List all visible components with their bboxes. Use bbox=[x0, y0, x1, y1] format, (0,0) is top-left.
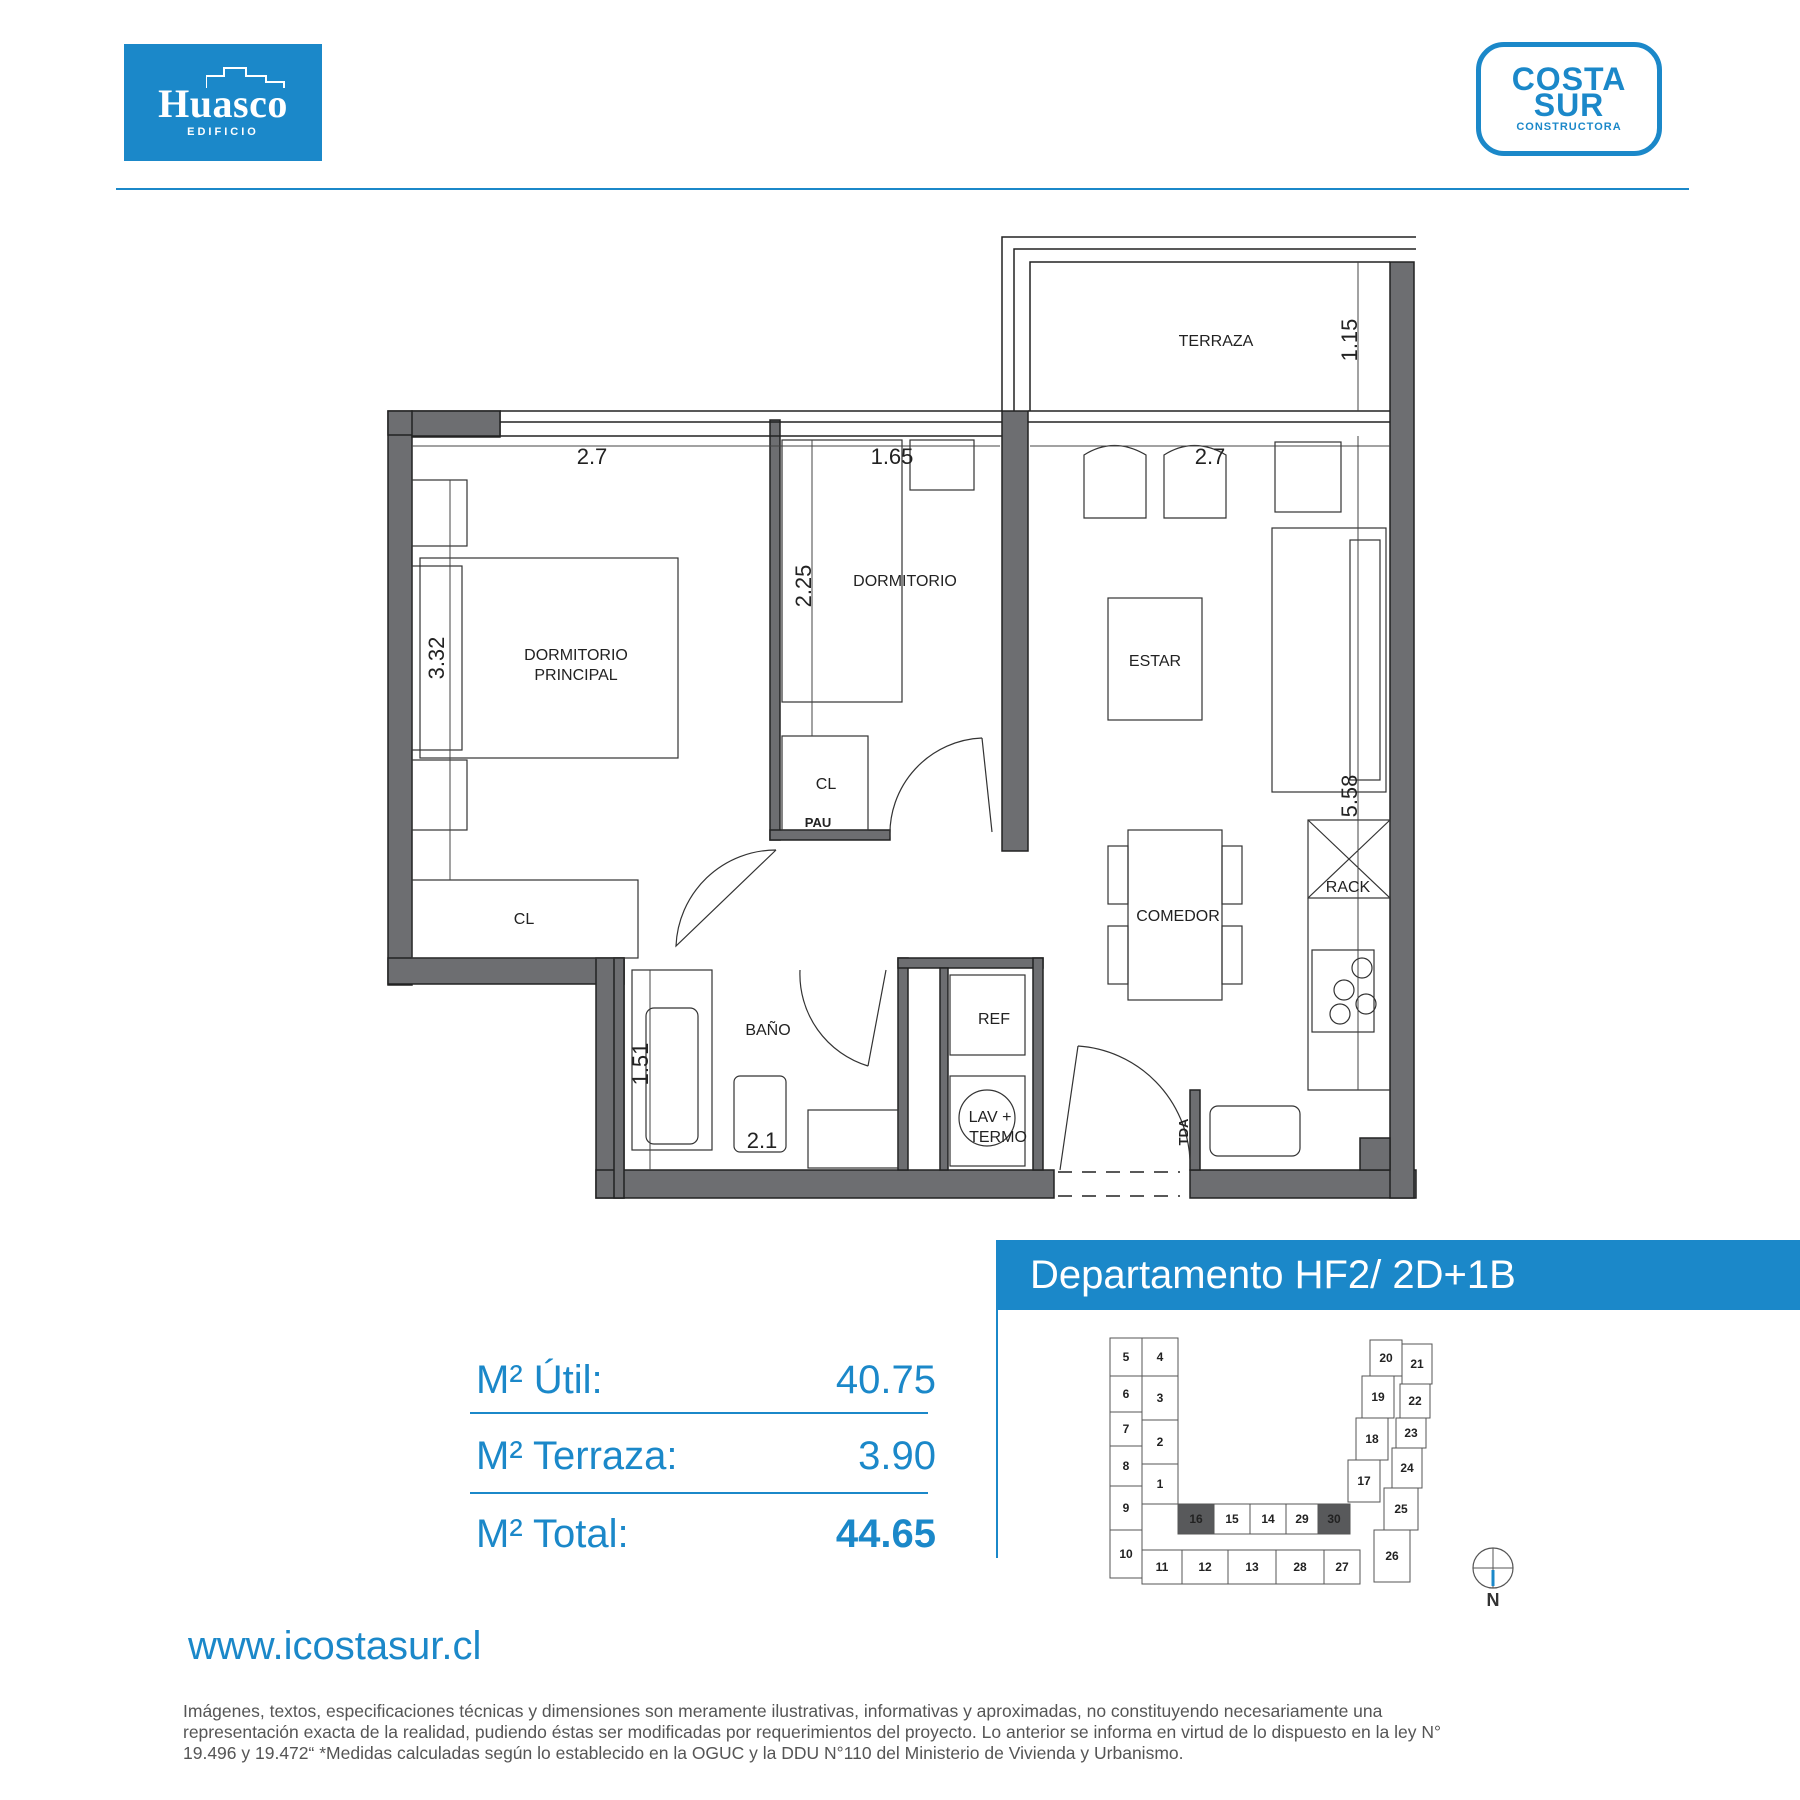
label-comedor: COMEDOR bbox=[1136, 908, 1220, 925]
wall-left bbox=[388, 411, 412, 985]
site-unit-label: 5 bbox=[1122, 1350, 1130, 1364]
site-unit-label: 24 bbox=[1400, 1461, 1414, 1475]
wall-bottom-left bbox=[388, 958, 624, 984]
label-dormitorio-principal-2: PRINCIPAL bbox=[534, 667, 618, 684]
label-pau: PAU bbox=[804, 815, 832, 830]
site-unit-label: 27 bbox=[1335, 1560, 1349, 1574]
site-unit-7 bbox=[1110, 1412, 1142, 1446]
dim-3-32: 3.32 bbox=[424, 636, 449, 680]
sink bbox=[1210, 1106, 1300, 1156]
door-bath bbox=[800, 970, 886, 1066]
area-label: M² Total: bbox=[476, 1512, 629, 1556]
site-unit-label: 9 bbox=[1122, 1501, 1130, 1515]
door-bedroom bbox=[890, 738, 992, 838]
brand-name: Huasco bbox=[158, 81, 288, 126]
site-unit-label: 4 bbox=[1156, 1350, 1164, 1364]
site-units bbox=[1110, 1338, 1432, 1584]
dim-1-51: 1.51 bbox=[628, 1042, 653, 1086]
area-separator bbox=[470, 1412, 928, 1414]
site-unit-13 bbox=[1228, 1550, 1276, 1584]
site-unit-6 bbox=[1110, 1376, 1142, 1412]
wall-column bbox=[1002, 411, 1028, 851]
site-unit-label: 19 bbox=[1371, 1390, 1385, 1404]
site-unit-label: 13 bbox=[1245, 1560, 1259, 1574]
site-unit-23 bbox=[1396, 1418, 1426, 1448]
site-unit-label: 28 bbox=[1293, 1560, 1307, 1574]
area-value: 3.90 bbox=[858, 1434, 936, 1478]
wall-bedroom-divider bbox=[770, 420, 780, 840]
unit-title-banner: Departamento HF2/ 2D+1B bbox=[996, 1240, 1800, 1310]
site-unit-16 bbox=[1178, 1504, 1214, 1534]
disclaimer-line: 19.496 y 19.472“ *Medidas calculadas según lo establecido en la OGUC y la DDU N°110 del Ministerio de Vivienda y Urbanismo. bbox=[183, 1743, 1184, 1763]
site-unit-4 bbox=[1142, 1338, 1178, 1376]
site-unit-label: 12 bbox=[1198, 1560, 1212, 1574]
walls bbox=[388, 262, 1416, 1198]
site-unit-label: 14 bbox=[1261, 1512, 1275, 1526]
dim-2-1: 2.1 bbox=[746, 1128, 778, 1153]
label-cl-2: CL bbox=[815, 776, 837, 793]
site-unit-label: 1 bbox=[1156, 1477, 1164, 1491]
site-unit-label: 11 bbox=[1155, 1560, 1169, 1574]
site-unit-11 bbox=[1142, 1550, 1182, 1584]
site-unit-label: 3 bbox=[1156, 1391, 1164, 1405]
site-unit-8 bbox=[1110, 1446, 1142, 1486]
website-link[interactable]: www.icostasur.cl bbox=[188, 1624, 482, 1668]
washbasin bbox=[808, 1110, 898, 1168]
area-row-terraza bbox=[472, 1422, 940, 1498]
site-unit-label: 30 bbox=[1327, 1512, 1341, 1526]
door-main-bedroom bbox=[676, 850, 776, 946]
site-unit-label: 29 bbox=[1295, 1512, 1309, 1526]
site-unit-15 bbox=[1214, 1504, 1250, 1534]
disclaimer bbox=[183, 1701, 1733, 1764]
disclaimer-line: Imágenes, textos, especificaciones técnicas y dimensiones son meramente ilustrativas, informativas y aproximadas, no constituyendo necesariamente una bbox=[183, 1701, 1383, 1721]
site-unit-label: 10 bbox=[1119, 1547, 1133, 1561]
sofa bbox=[1272, 528, 1386, 792]
cooktop bbox=[1312, 950, 1374, 1032]
site-unit-24 bbox=[1392, 1448, 1422, 1488]
site-unit-25 bbox=[1384, 1488, 1418, 1530]
wall-bottom-right bbox=[1190, 1170, 1416, 1198]
label-cl-1: CL bbox=[513, 911, 535, 928]
builder-line2: SUR bbox=[1533, 87, 1605, 123]
label-terraza: TERRAZA bbox=[1178, 333, 1254, 350]
label-rack: RACK bbox=[1325, 879, 1371, 896]
site-unit-1 bbox=[1142, 1464, 1178, 1504]
site-unit-label: 25 bbox=[1394, 1502, 1408, 1516]
area-separator bbox=[470, 1492, 928, 1494]
site-unit-29 bbox=[1286, 1504, 1318, 1534]
panel-divider bbox=[996, 1310, 998, 1558]
area-value: 40.75 bbox=[835, 1358, 936, 1402]
site-unit-22 bbox=[1400, 1384, 1430, 1418]
dim-2-7-left: 2.7 bbox=[576, 444, 608, 469]
dim-1-65: 1.65 bbox=[870, 444, 914, 469]
label-bano: BAÑO bbox=[745, 1022, 791, 1039]
dim-2-25: 2.25 bbox=[791, 564, 816, 608]
site-unit-26 bbox=[1374, 1530, 1410, 1582]
site-unit-21 bbox=[1402, 1344, 1432, 1384]
glazing bbox=[412, 237, 1416, 1196]
label-tda: TDA bbox=[1176, 1118, 1191, 1146]
label-estar: ESTAR bbox=[1128, 653, 1182, 670]
area-row-total bbox=[472, 1500, 940, 1576]
wall-right bbox=[1390, 262, 1414, 1198]
site-unit-17 bbox=[1348, 1460, 1380, 1502]
site-unit-label: 26 bbox=[1385, 1549, 1399, 1563]
site-unit-label: 7 bbox=[1122, 1422, 1130, 1436]
disclaimer-line: representación exacta de la realidad, pudiendo éstas ser modificadas por requerimientos del proyecto. Lo anterior se informa en virtud de lo dispuesto en la ley N° bbox=[183, 1722, 1441, 1742]
site-unit-label: 15 bbox=[1225, 1512, 1239, 1526]
site-unit-label: 21 bbox=[1410, 1357, 1424, 1371]
site-unit-28 bbox=[1276, 1550, 1324, 1584]
site-unit-18 bbox=[1356, 1418, 1388, 1460]
compass-icon bbox=[1473, 1548, 1513, 1588]
site-unit-label: 18 bbox=[1365, 1432, 1379, 1446]
site-unit-5 bbox=[1110, 1338, 1142, 1376]
label-dormitorio-principal-1: DORMITORIO bbox=[524, 647, 628, 664]
builder-line1: COSTA bbox=[1511, 61, 1627, 97]
site-unit-20 bbox=[1370, 1340, 1402, 1376]
site-unit-10 bbox=[1110, 1530, 1142, 1578]
site-unit-14 bbox=[1250, 1504, 1286, 1534]
builder-line3: CONSTRUCTORA bbox=[1516, 121, 1622, 133]
label-dormitorio: DORMITORIO bbox=[853, 573, 957, 590]
area-value: 44.65 bbox=[835, 1512, 936, 1556]
north-label: N bbox=[1486, 1590, 1500, 1610]
site-unit-label: 17 bbox=[1357, 1474, 1371, 1488]
label-lav-2: TERMO bbox=[969, 1129, 1027, 1146]
site-unit-label: 20 bbox=[1379, 1351, 1393, 1365]
site-unit-label: 23 bbox=[1404, 1426, 1418, 1440]
site-unit-3 bbox=[1142, 1376, 1178, 1420]
site-unit-19 bbox=[1362, 1376, 1394, 1418]
site-plan bbox=[1100, 1330, 1540, 1610]
brand-sub: EDIFICIO bbox=[187, 126, 259, 138]
site-unit-label: 22 bbox=[1408, 1394, 1422, 1408]
area-label: M² Terraza: bbox=[476, 1434, 678, 1478]
label-ref: REF bbox=[978, 1011, 1010, 1028]
site-unit-9 bbox=[1110, 1486, 1142, 1530]
site-unit-label: 8 bbox=[1122, 1459, 1130, 1473]
chair-1 bbox=[1084, 446, 1146, 519]
area-label: M² Útil: bbox=[476, 1358, 603, 1402]
doors bbox=[676, 738, 1190, 1170]
site-unit-2 bbox=[1142, 1420, 1178, 1464]
door-entry bbox=[1060, 1046, 1190, 1170]
dim-5-58: 5.58 bbox=[1337, 774, 1362, 818]
area-row-util bbox=[472, 1346, 940, 1422]
dim-2-7-right: 2.7 bbox=[1194, 444, 1226, 469]
site-unit-label: 16 bbox=[1189, 1512, 1203, 1526]
wall-bottom bbox=[596, 1170, 1054, 1198]
site-unit-label: 2 bbox=[1156, 1435, 1164, 1449]
site-unit-30 bbox=[1318, 1504, 1350, 1534]
label-lav-1: LAV + bbox=[968, 1109, 1012, 1126]
dim-1-15: 1.15 bbox=[1337, 318, 1362, 362]
site-unit-12 bbox=[1182, 1550, 1228, 1584]
site-unit-label: 6 bbox=[1122, 1387, 1130, 1401]
armchair bbox=[1275, 442, 1341, 512]
site-unit-27 bbox=[1324, 1550, 1360, 1584]
